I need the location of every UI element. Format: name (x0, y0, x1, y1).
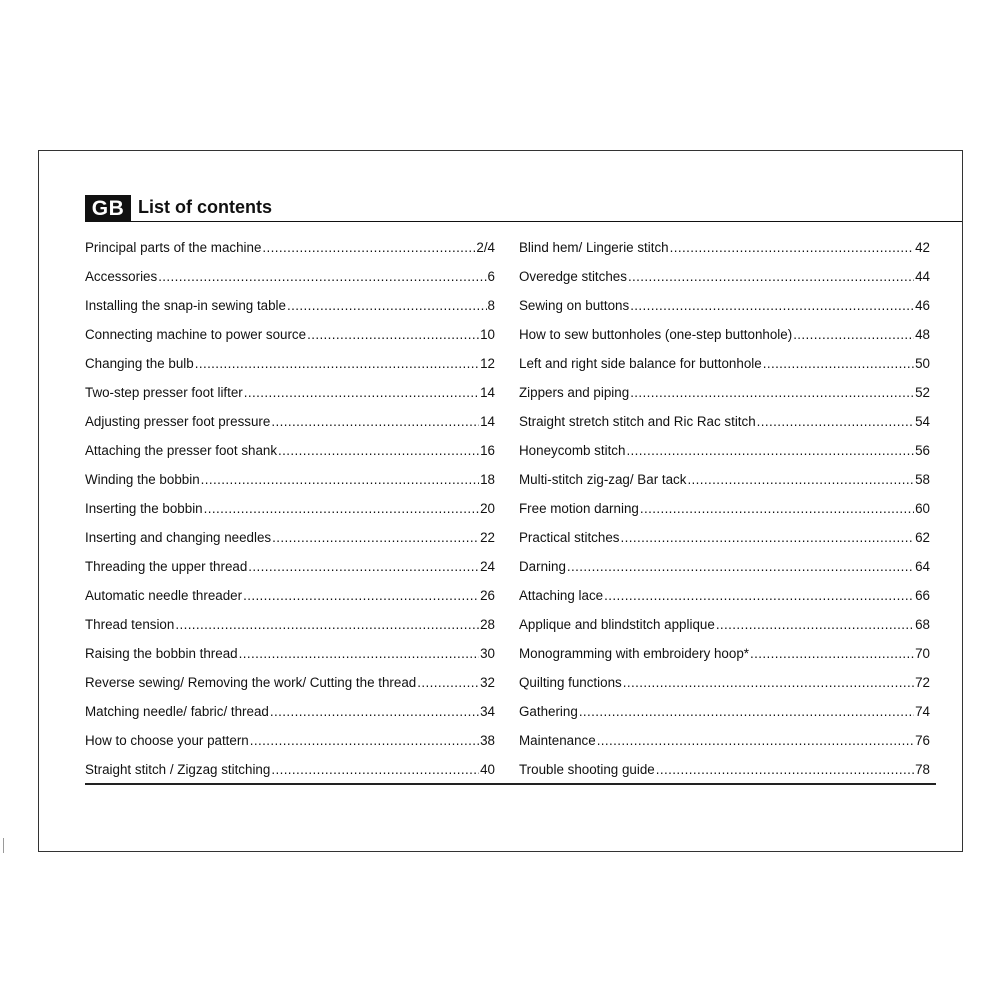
toc-entry[interactable] (85, 581, 495, 610)
toc-entry[interactable] (519, 494, 930, 523)
toc-entry-title: Blind hem/ Lingerie stitch (519, 239, 669, 255)
toc-page-number: 30 (480, 645, 495, 661)
toc-entry[interactable] (519, 320, 930, 349)
toc-page-number: 12 (480, 355, 495, 371)
toc-page-number: 16 (480, 442, 495, 458)
toc-page-number: 34 (480, 703, 495, 719)
toc-entry-title: Matching needle/ fabric/ thread (85, 703, 269, 719)
toc-dot-leader (195, 356, 479, 372)
toc-dot-leader (579, 704, 914, 720)
toc-entry[interactable] (85, 378, 495, 407)
toc-entry[interactable] (519, 639, 930, 668)
toc-page-number: 22 (480, 529, 495, 545)
toc-entry[interactable] (85, 349, 495, 378)
toc-entry-title: Maintenance (519, 732, 596, 748)
toc-dot-leader (175, 617, 479, 633)
toc-entry[interactable] (519, 552, 930, 581)
toc-dot-leader (244, 385, 479, 401)
toc-dot-leader (763, 356, 914, 372)
toc-page-number: 32 (480, 674, 495, 690)
toc-page-number: 52 (915, 384, 930, 400)
toc-entry-title: Threading the upper thread (85, 558, 248, 574)
toc-entry-title: Reverse sewing/ Removing the work/ Cutting the thread (85, 674, 417, 690)
toc-dot-leader (597, 733, 914, 749)
toc-entry-title: Installing the snap-in sewing table (85, 297, 286, 313)
toc-dot-leader (604, 588, 914, 604)
toc-entry-title: How to sew buttonholes (one-step buttonhole) (519, 326, 793, 342)
toc-entry-title: Attaching lace (519, 587, 604, 603)
toc-entry-title: Left and right side balance for buttonhole (519, 355, 762, 371)
toc-page-number: 56 (915, 442, 930, 458)
toc-entry[interactable] (519, 378, 930, 407)
toc-page-number: 60 (915, 500, 930, 516)
toc-entry-title: Honeycomb stitch (519, 442, 626, 458)
toc-entry-title: Monogramming with embroidery hoop* (519, 645, 749, 661)
toc-dot-leader (630, 385, 914, 401)
toc-entry[interactable] (519, 755, 930, 784)
toc-entry-title: Raising the bobbin thread (85, 645, 238, 661)
toc-entry[interactable] (519, 349, 930, 378)
toc-dot-leader (623, 675, 914, 691)
toc-entry[interactable] (519, 233, 930, 262)
toc-entry-title: Sewing on buttons (519, 297, 630, 313)
toc-entry-title: Changing the bulb (85, 355, 194, 371)
toc-entry-title: Applique and blindstitch applique (519, 616, 715, 632)
toc-page-number: 28 (480, 616, 495, 632)
toc-page-number: 2/4 (476, 239, 495, 255)
toc-entry[interactable] (85, 262, 495, 291)
toc-column-left (85, 233, 495, 784)
toc-entry-title: Two-step presser foot lifter (85, 384, 243, 400)
toc-entry[interactable] (85, 755, 495, 784)
toc-entry[interactable] (85, 494, 495, 523)
language-badge: GB (85, 195, 131, 222)
toc-dot-leader (307, 327, 479, 343)
toc-entry[interactable] (85, 523, 495, 552)
toc-dot-leader (687, 472, 914, 488)
toc-entry[interactable] (519, 523, 930, 552)
toc-page-number: 76 (915, 732, 930, 748)
toc-page-number: 48 (915, 326, 930, 342)
toc-dot-leader (287, 298, 487, 314)
toc-dot-leader (626, 443, 914, 459)
toc-dot-leader (640, 501, 914, 517)
toc-page-number: 74 (915, 703, 930, 719)
toc-entry[interactable] (519, 668, 930, 697)
toc-dot-leader (620, 530, 914, 546)
toc-dot-leader (417, 675, 479, 691)
toc-page-number: 66 (915, 587, 930, 603)
toc-entry[interactable] (519, 610, 930, 639)
toc-entry-title: Thread tension (85, 616, 175, 632)
toc-dot-leader (248, 559, 479, 575)
toc-dot-leader (567, 559, 914, 575)
toc-dot-leader (750, 646, 914, 662)
toc-page-number: 46 (915, 297, 930, 313)
toc-entry-title: Winding the bobbin (85, 471, 200, 487)
toc-dot-leader (243, 588, 479, 604)
toc-page-number: 14 (480, 384, 495, 400)
toc-page-number: 42 (915, 239, 930, 255)
toc-entry[interactable] (85, 697, 495, 726)
toc-entry-title: Trouble shooting guide (519, 761, 655, 777)
toc-entry[interactable] (519, 436, 930, 465)
toc-page-number: 68 (915, 616, 930, 632)
toc-entry-title: Inserting and changing needles (85, 529, 272, 545)
toc-page-number: 64 (915, 558, 930, 574)
toc-entry[interactable] (519, 291, 930, 320)
toc-entry-title: Multi-stitch zig-zag/ Bar tack (519, 471, 687, 487)
toc-page-number: 44 (915, 268, 930, 284)
toc-dot-leader (670, 240, 914, 256)
footer-rule (85, 783, 936, 785)
toc-entry[interactable] (85, 465, 495, 494)
toc-entry[interactable] (85, 668, 495, 697)
toc-page-number: 24 (480, 558, 495, 574)
toc-page-number: 62 (915, 529, 930, 545)
toc-entry-title: Darning (519, 558, 566, 574)
toc-entry-title: Practical stitches (519, 529, 620, 545)
toc-page-number: 8 (487, 297, 495, 313)
toc-page-number: 26 (480, 587, 495, 603)
toc-page-number: 78 (915, 761, 930, 777)
toc-page-number: 6 (487, 268, 495, 284)
toc-entry-title: Straight stretch stitch and Ric Rac stitch (519, 413, 756, 429)
toc-dot-leader (201, 472, 479, 488)
toc-page-number: 54 (915, 413, 930, 429)
toc-dot-leader (278, 443, 479, 459)
toc-dot-leader (239, 646, 479, 662)
toc-entry-title: Quilting functions (519, 674, 622, 690)
toc-page-number: 70 (915, 645, 930, 661)
toc-column-right (519, 233, 930, 784)
toc-page-number: 40 (480, 761, 495, 777)
toc-dot-leader (628, 269, 914, 285)
toc-entry[interactable] (85, 552, 495, 581)
toc-entry-title: Connecting machine to power source (85, 326, 307, 342)
contents-header (85, 195, 962, 222)
toc-entry[interactable] (519, 407, 930, 436)
toc-dot-leader (757, 414, 914, 430)
toc-entry[interactable] (85, 233, 495, 262)
scan-edge-mark (3, 838, 4, 853)
toc-dot-leader (250, 733, 479, 749)
toc-entry-title: Adjusting presser foot pressure (85, 413, 271, 429)
toc-dot-leader (272, 530, 479, 546)
toc-entry[interactable] (85, 407, 495, 436)
toc-dot-leader (271, 762, 479, 778)
toc-dot-leader (262, 240, 475, 256)
toc-entry-title: Principal parts of the machine (85, 239, 262, 255)
toc-page-number: 18 (480, 471, 495, 487)
toc-entry-title: Zippers and piping (519, 384, 630, 400)
toc-page-number: 58 (915, 471, 930, 487)
toc-dot-leader (656, 762, 914, 778)
toc-entry[interactable] (519, 726, 930, 755)
toc-entry[interactable] (519, 262, 930, 291)
toc-entry[interactable] (85, 320, 495, 349)
toc-dot-leader (716, 617, 914, 633)
header-rule (131, 221, 962, 222)
toc-page-number: 20 (480, 500, 495, 516)
toc-entry[interactable] (519, 465, 930, 494)
toc-entry[interactable] (85, 610, 495, 639)
toc-entry-title: Overedge stitches (519, 268, 627, 284)
toc-page-number: 50 (915, 355, 930, 371)
toc-page-number: 38 (480, 732, 495, 748)
toc-page-number: 10 (480, 326, 495, 342)
toc-entry-title: Straight stitch / Zigzag stitching (85, 761, 271, 777)
toc-entry-title: Inserting the bobbin (85, 500, 203, 516)
toc-dot-leader (204, 501, 479, 517)
toc-page-number: 14 (480, 413, 495, 429)
toc-entry[interactable] (85, 726, 495, 755)
toc-entry-title: Gathering (519, 703, 578, 719)
toc-entry-title: Automatic needle threader (85, 587, 243, 603)
toc-entry[interactable] (85, 436, 495, 465)
toc-page-number: 72 (915, 674, 930, 690)
toc-dot-leader (158, 269, 486, 285)
toc-entry-title: Accessories (85, 268, 158, 284)
page-title: List of contents (138, 197, 272, 217)
toc-entry[interactable] (85, 639, 495, 668)
toc-dot-leader (270, 704, 479, 720)
toc-entry-title: How to choose your pattern (85, 732, 249, 748)
toc-entry[interactable] (519, 697, 930, 726)
toc-entry[interactable] (519, 581, 930, 610)
toc-entry-title: Attaching the presser foot shank (85, 442, 278, 458)
toc-dot-leader (793, 327, 914, 343)
toc-dot-leader (271, 414, 479, 430)
toc-entry[interactable] (85, 291, 495, 320)
toc-entry-title: Free motion darning (519, 500, 639, 516)
toc-dot-leader (630, 298, 914, 314)
